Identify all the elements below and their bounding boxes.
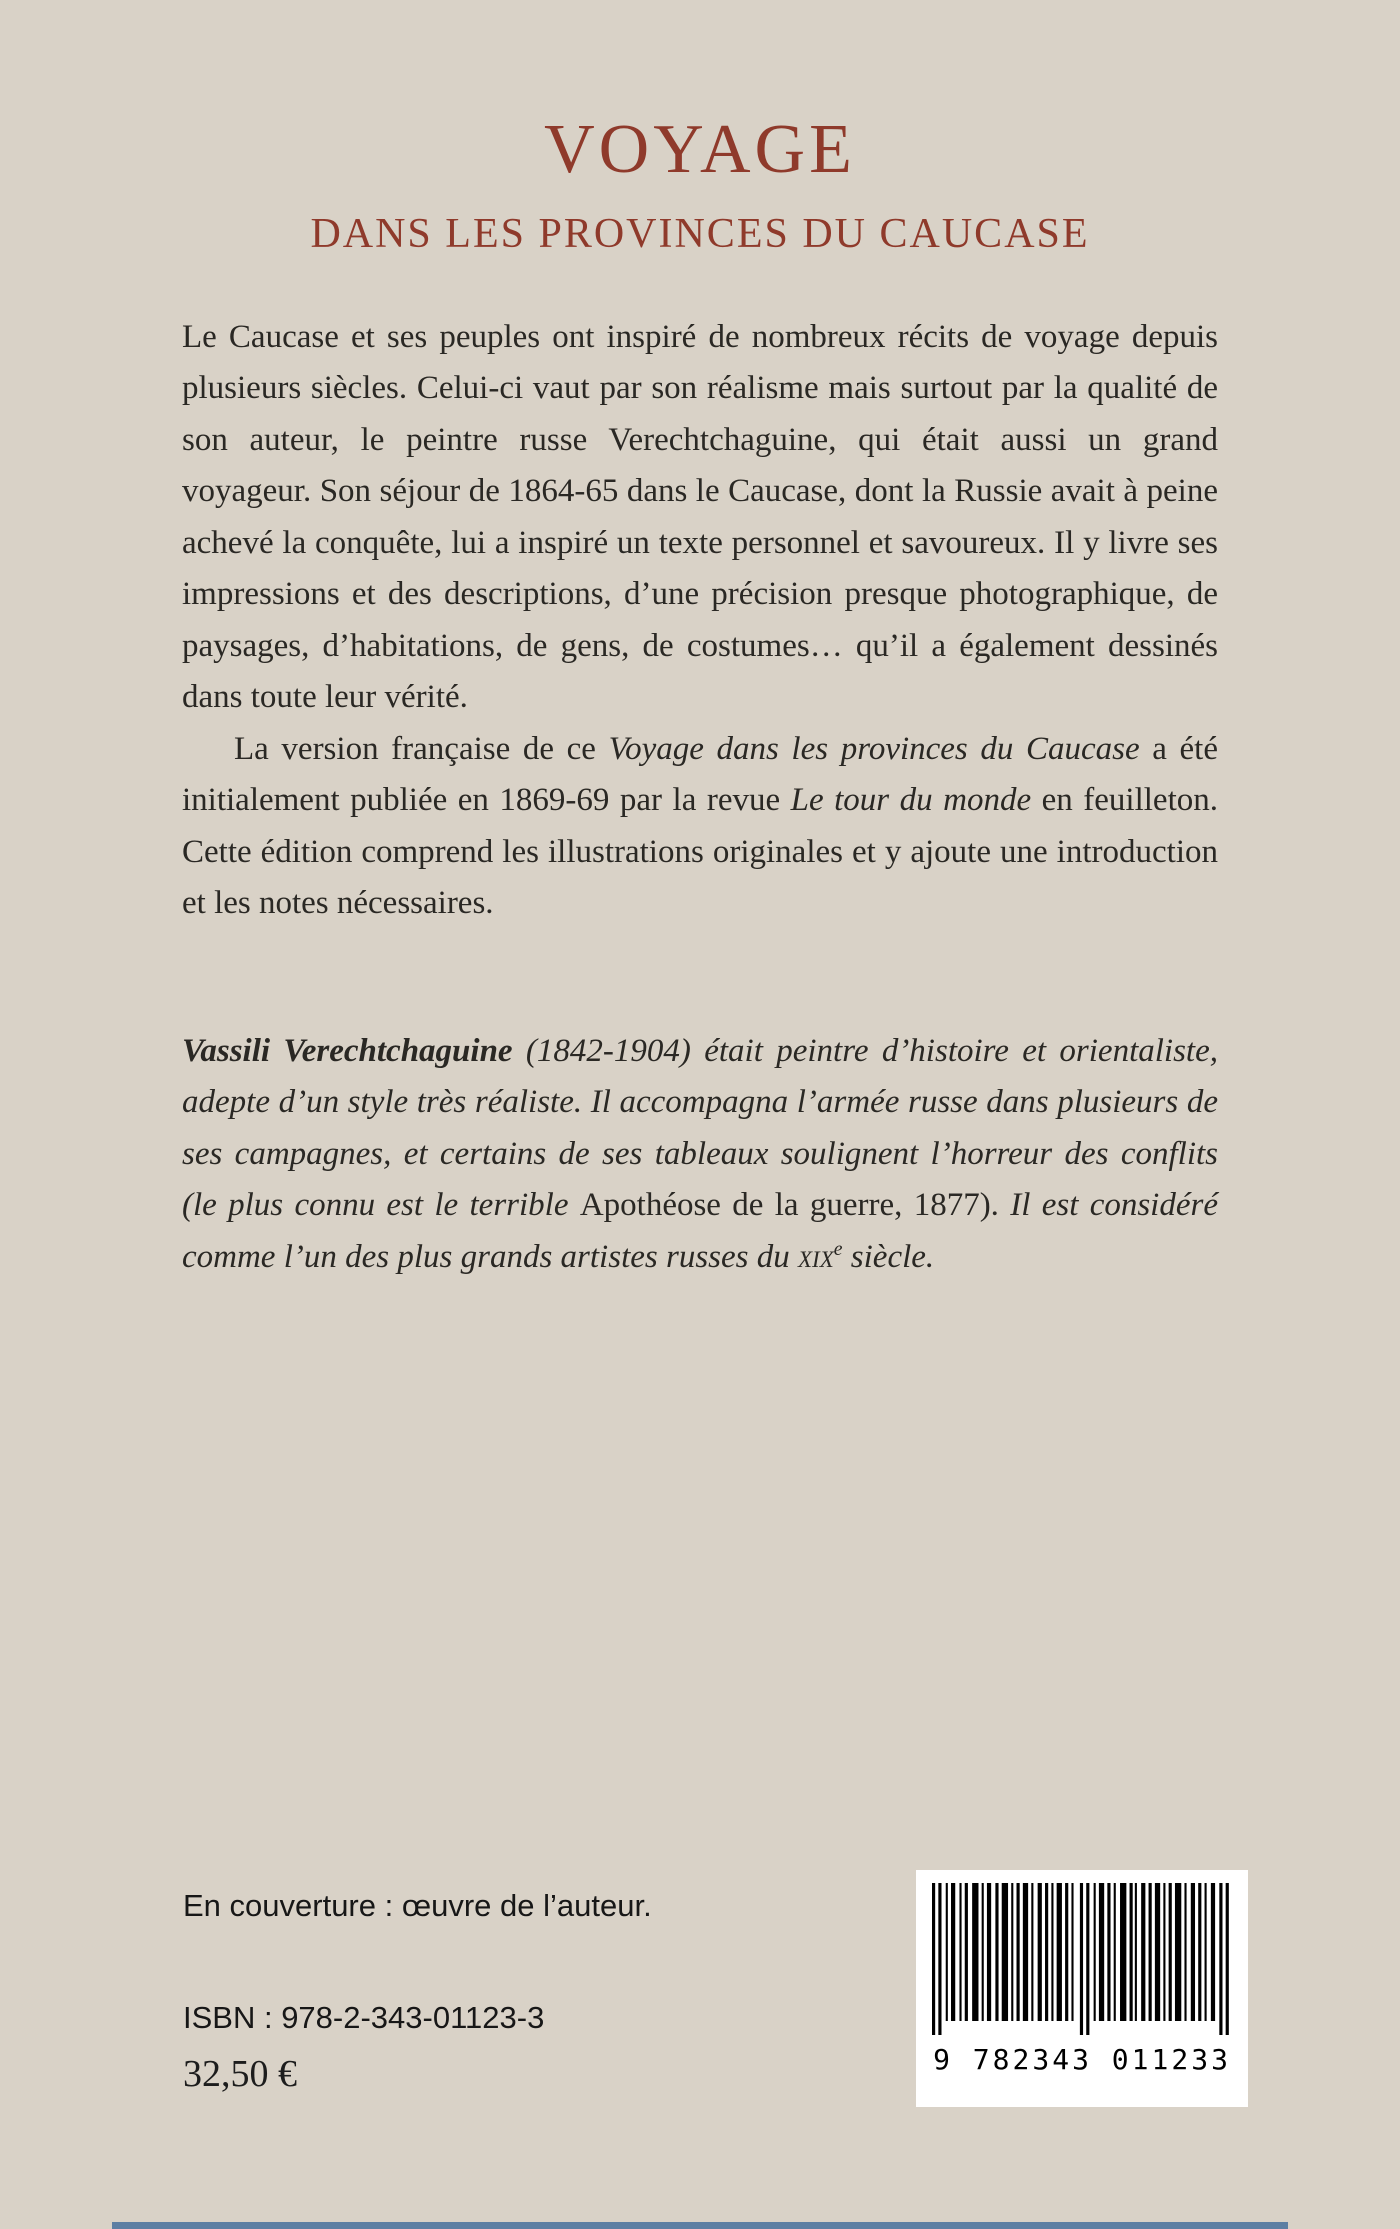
artwork-title-segment: Apothéose de la guerre, 1877). [579,1187,1011,1224]
price-text: 32,50 € [183,2053,297,2095]
barcode-panel [916,1870,1248,2107]
author-bio-paragraph [182,1026,1218,1283]
barcode-digits: 9 782343 011233 [933,2043,1231,2076]
synopsis-block [182,312,1218,1283]
text-segment: La version française de ce [234,730,609,767]
text-segment: (1842-1904) était peintre d’histoire et orientaliste, adepte d’un style très réaliste. Il accompagna l’armée russe dans plusieurs de ses campagnes, et certains de ses tableaux soulignent l’horreur des conflits (le plus connu est le terrible [182,1032,1218,1224]
text-segment: Il est considéré comme l’un des plus grands artistes russes du [182,1187,1218,1275]
ean-barcode-icon [932,1883,1232,2043]
book-title: VOYAGE [544,111,856,188]
bottom-trim-line [112,2222,1288,2229]
text-segment: a été initialement publiée en 1869-69 par la revue [182,730,1218,819]
italic-book-title-segment: Voyage dans les provinces du Caucase [608,730,1140,767]
book-subtitle: DANS LES PROVINCES DU CAUCASE [310,211,1090,257]
synopsis-paragraph-1: Le Caucase et ses peuples ont inspiré de nombreux récits de voyage depuis plusieurs siècles. Celui-ci vaut par son réalisme mais surtout par la qualité de son auteur, le peintre russe Verechtchaguine, qui était aussi un grand voyageur. Son séjour de 1864-65 dans le Caucase, dont la Russie avait à peine achevé la conquête, lui a inspiré un texte personnel et savoureux. Il y livre ses impressions et des descriptions, d’une précision presque photographique, de paysages, d’habitations, de gens, de costumes… qu’il a également dessinés dans toute leur vérité. [182,319,1218,716]
cover-credit-note: En couverture : œuvre de l’auteur. [183,1888,652,1923]
text-segment: siècle. [842,1238,935,1275]
isbn-text: ISBN : 978-2-343-01123-3 [183,2000,545,2035]
author-name: Vassili Verechtchaguine [182,1032,526,1069]
century-smallcaps: xix [798,1238,834,1275]
text-segment: en feuilleton. Cette édition comprend les illustrations originales et y ajoute une introduction et les notes nécessaires. [182,782,1218,922]
italic-journal-title-segment: Le tour du monde [790,782,1032,819]
synopsis-paragraph-2 [182,724,1218,930]
century-ordinal-sup: e [833,1237,843,1260]
